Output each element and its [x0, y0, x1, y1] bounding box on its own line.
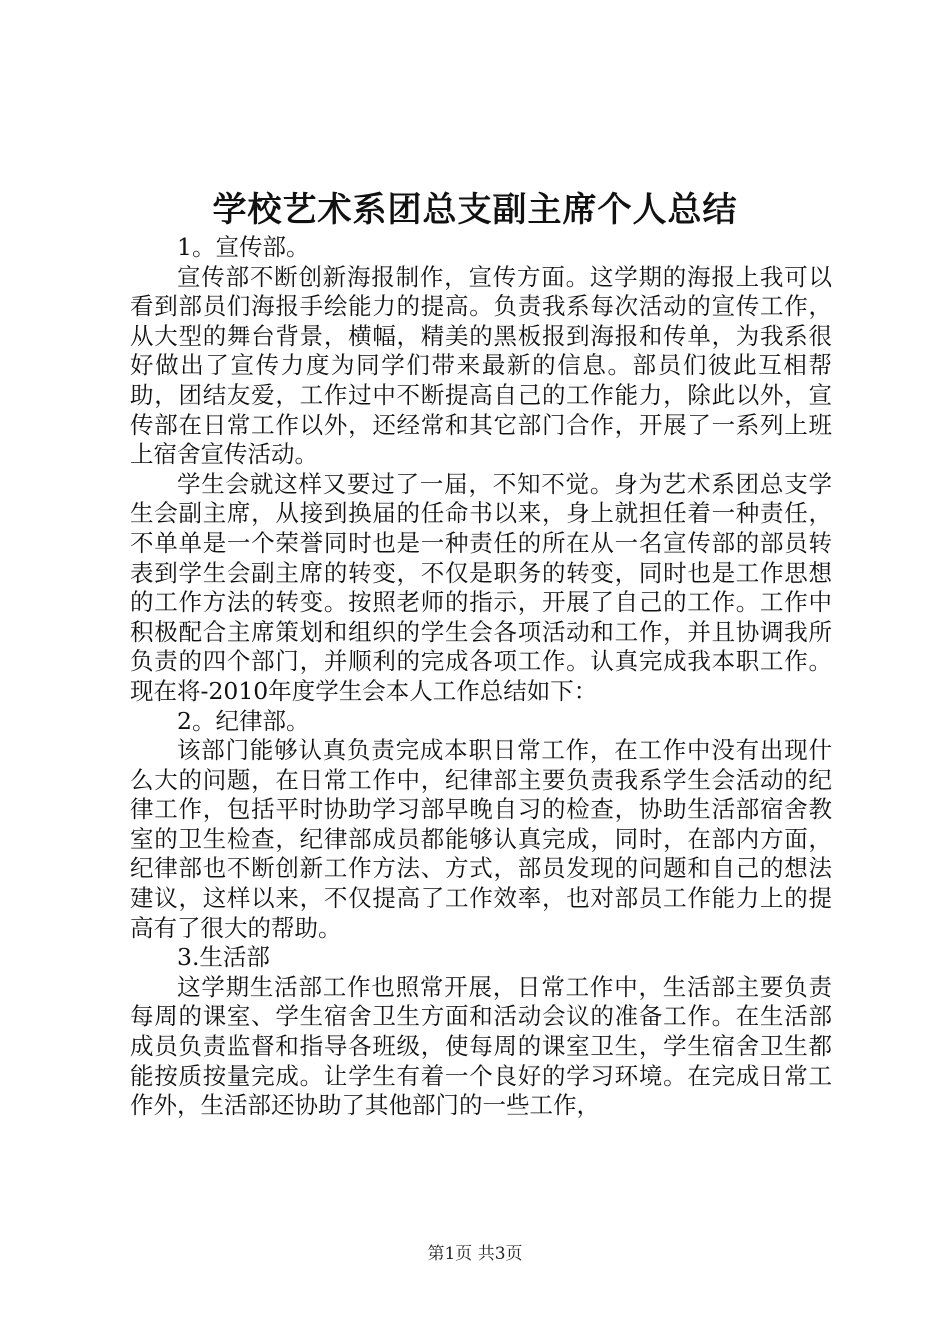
- section-heading-discipline: 2。纪律部。: [177, 706, 310, 735]
- paragraph-vice-chair-intro: 学生会就这样又要过了一届，不知不觉。身为艺术系团总支学生会副主席，从接到换届的任命书以来，身上就担任着一种责任，不单单是一个荣誉同时也是一种责任的所在从一名宣传部的部员转表到学生会副主席的转变，不仅是职务的转变，同时也是工作思想的工作方法的转变。按照老师的指示，开展了自己的工作。工作中积极配合主席策划和组织的学生会各项活动和工作，并且协调我所负责的四个部门，并顺利的完成各项工作。认真完成我本职工作。现在将-2010年度学生会本人工作总结如下：: [130, 469, 832, 705]
- paragraph-life: 这学期生活部工作也照常开展，日常工作中，生活部主要负责每周的课室、学生宿舍卫生方面和活动会议的准备工作。在生活部成员负责监督和指导各班级，使每周的课室卫生，学生宿舍卫生都能按质按量完成。让学生有着一个良好的学习环境。在完成日常工作外，生活部还协助了其他部门的一些工作，: [130, 972, 832, 1120]
- paragraph-publicity: 宣传部不断创新海报制作，宣传方面。这学期的海报上我可以看到部员们海报手绘能力的提高。负责我系每次活动的宣传工作，从大型的舞台背景，横幅，精美的黑板报到海报和传单，为我系很好做出了宣传力度为同学们带来最新的信息。部员们彼此互相帮助，团结友爱，工作过中不断提高自己的工作能力，除此以外，宣传部在日常工作以外，还经常和其它部门合作，开展了一系列上班上宿舍宣传活动。: [130, 262, 832, 469]
- section-heading-publicity: 1。宣传部。: [177, 233, 310, 261]
- page-footer: 第1页 共3页: [427, 1244, 523, 1264]
- paragraph-discipline: 该部门能够认真负责完成本职日常工作，在工作中没有出现什么大的问题，在日常工作中，纪律部主要负责我系学生会活动的纪律工作，包括平时协助学习部早晚自习的检查，协助生活部宿舍教室的卫生检查，纪律部成员都能够认真完成，同时，在部内方面，纪律部也不断创新工作方法、方式，部员发现的问题和自己的想法建议，这样以来，不仅提高了工作效率，也对部员工作能力上的提高有了很大的帮助。: [130, 736, 832, 942]
- document-body: [130, 233, 832, 1121]
- document-title: 学校艺术系团总支副主席个人总结: [212, 190, 738, 230]
- section-heading-life: 3.生活部: [177, 943, 270, 972]
